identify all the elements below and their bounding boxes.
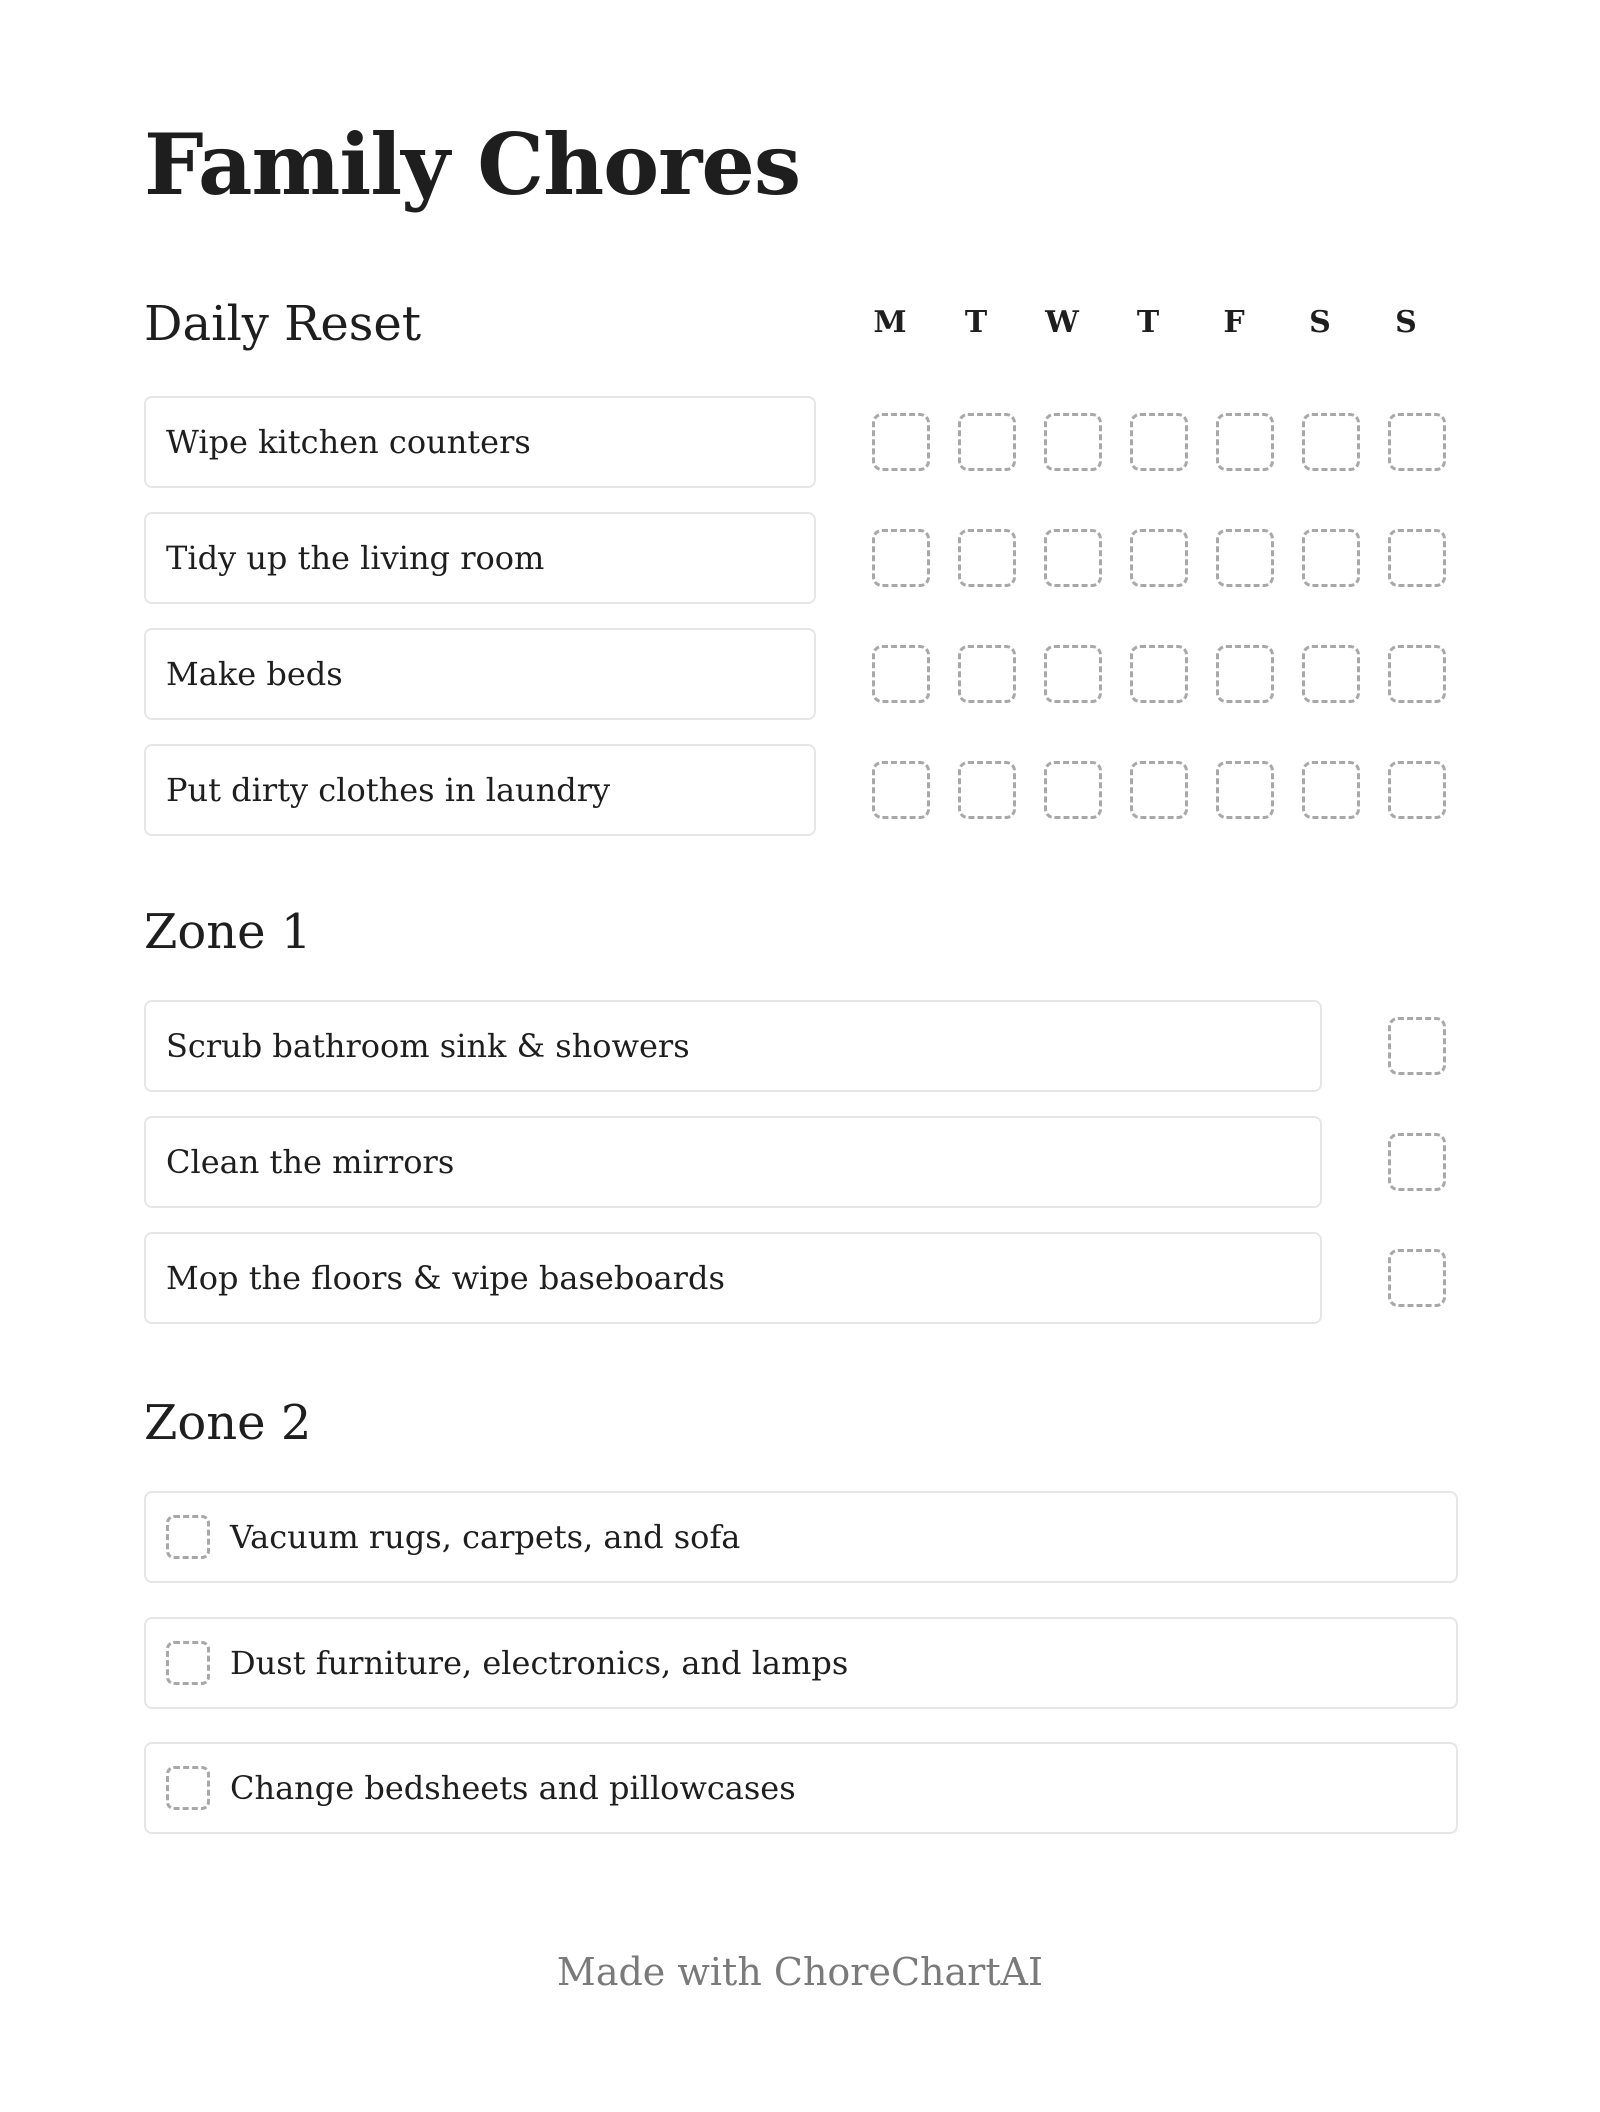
daily-day-checkbox[interactable] [1302,645,1360,703]
daily-task-label: Wipe kitchen counters [166,423,531,461]
daily-task-label: Make beds [166,655,343,693]
daily-day-checkbox[interactable] [1044,645,1102,703]
daily-task-row [144,744,816,836]
daily-day-checkbox[interactable] [1302,761,1360,819]
daily-day-checkbox[interactable] [1388,761,1446,819]
daily-day-checkbox[interactable] [1216,529,1274,587]
zone2-task-row [144,1491,1458,1583]
day-label-thu: T [1136,305,1160,340]
zone1-task-label: Clean the mirrors [166,1143,455,1181]
day-label-sun: S [1395,305,1417,340]
zone2-task-checkbox[interactable] [166,1766,210,1810]
daily-task-row [144,512,816,604]
daily-day-checkbox[interactable] [1388,413,1446,471]
day-label-fri: F [1223,305,1245,340]
page-title: Family Chores [144,115,801,214]
daily-day-checkbox[interactable] [1216,645,1274,703]
zone1-task-row [144,1000,1322,1092]
zone1-task-label: Mop the floors & wipe baseboards [166,1259,725,1297]
daily-task-label: Tidy up the living room [166,539,545,577]
day-label-sat: S [1309,305,1331,340]
zone2-task-label: Change bedsheets and pillowcases [230,1769,796,1807]
daily-day-checkbox[interactable] [1388,529,1446,587]
zone1-task-checkbox[interactable] [1388,1017,1446,1075]
daily-task-row [144,396,816,488]
daily-day-checkbox[interactable] [1216,761,1274,819]
zone-1-heading: Zone 1 [144,904,312,960]
zone1-task-row [144,1116,1322,1208]
zone2-task-row [144,1742,1458,1834]
daily-day-checkbox[interactable] [872,761,930,819]
daily-day-checkbox[interactable] [958,761,1016,819]
daily-day-checkbox[interactable] [1044,529,1102,587]
daily-day-checkbox[interactable] [872,645,930,703]
daily-day-checkbox[interactable] [872,413,930,471]
daily-reset-heading: Daily Reset [144,296,422,352]
daily-day-checkbox[interactable] [872,529,930,587]
daily-day-checkbox[interactable] [1130,645,1188,703]
daily-day-checkbox[interactable] [1388,645,1446,703]
zone1-task-row [144,1232,1322,1324]
daily-task-row [144,628,816,720]
zone1-task-checkbox[interactable] [1388,1133,1446,1191]
day-label-mon: M [873,305,907,340]
day-label-wed: W [1045,305,1079,340]
zone-2-heading: Zone 2 [144,1395,312,1451]
daily-day-checkbox[interactable] [1216,413,1274,471]
zone2-task-label: Vacuum rugs, carpets, and sofa [230,1518,741,1556]
footer-credit: Made with ChoreChartAI [556,1950,1044,1994]
daily-day-checkbox[interactable] [1130,761,1188,819]
zone2-task-checkbox[interactable] [166,1515,210,1559]
zone2-task-row [144,1617,1458,1709]
daily-day-checkbox[interactable] [1130,413,1188,471]
daily-day-checkbox[interactable] [1302,413,1360,471]
daily-day-checkbox[interactable] [1044,761,1102,819]
daily-day-checkbox[interactable] [958,529,1016,587]
daily-task-label: Put dirty clothes in laundry [166,771,611,809]
daily-day-checkbox[interactable] [958,413,1016,471]
zone1-task-checkbox[interactable] [1388,1249,1446,1307]
zone1-task-label: Scrub bathroom sink & showers [166,1027,690,1065]
zone2-task-checkbox[interactable] [166,1641,210,1685]
daily-day-checkbox[interactable] [1302,529,1360,587]
daily-day-checkbox[interactable] [958,645,1016,703]
zone2-task-label: Dust furniture, electronics, and lamps [230,1644,849,1682]
daily-day-checkbox[interactable] [1044,413,1102,471]
day-label-tue: T [964,305,988,340]
daily-day-checkbox[interactable] [1130,529,1188,587]
